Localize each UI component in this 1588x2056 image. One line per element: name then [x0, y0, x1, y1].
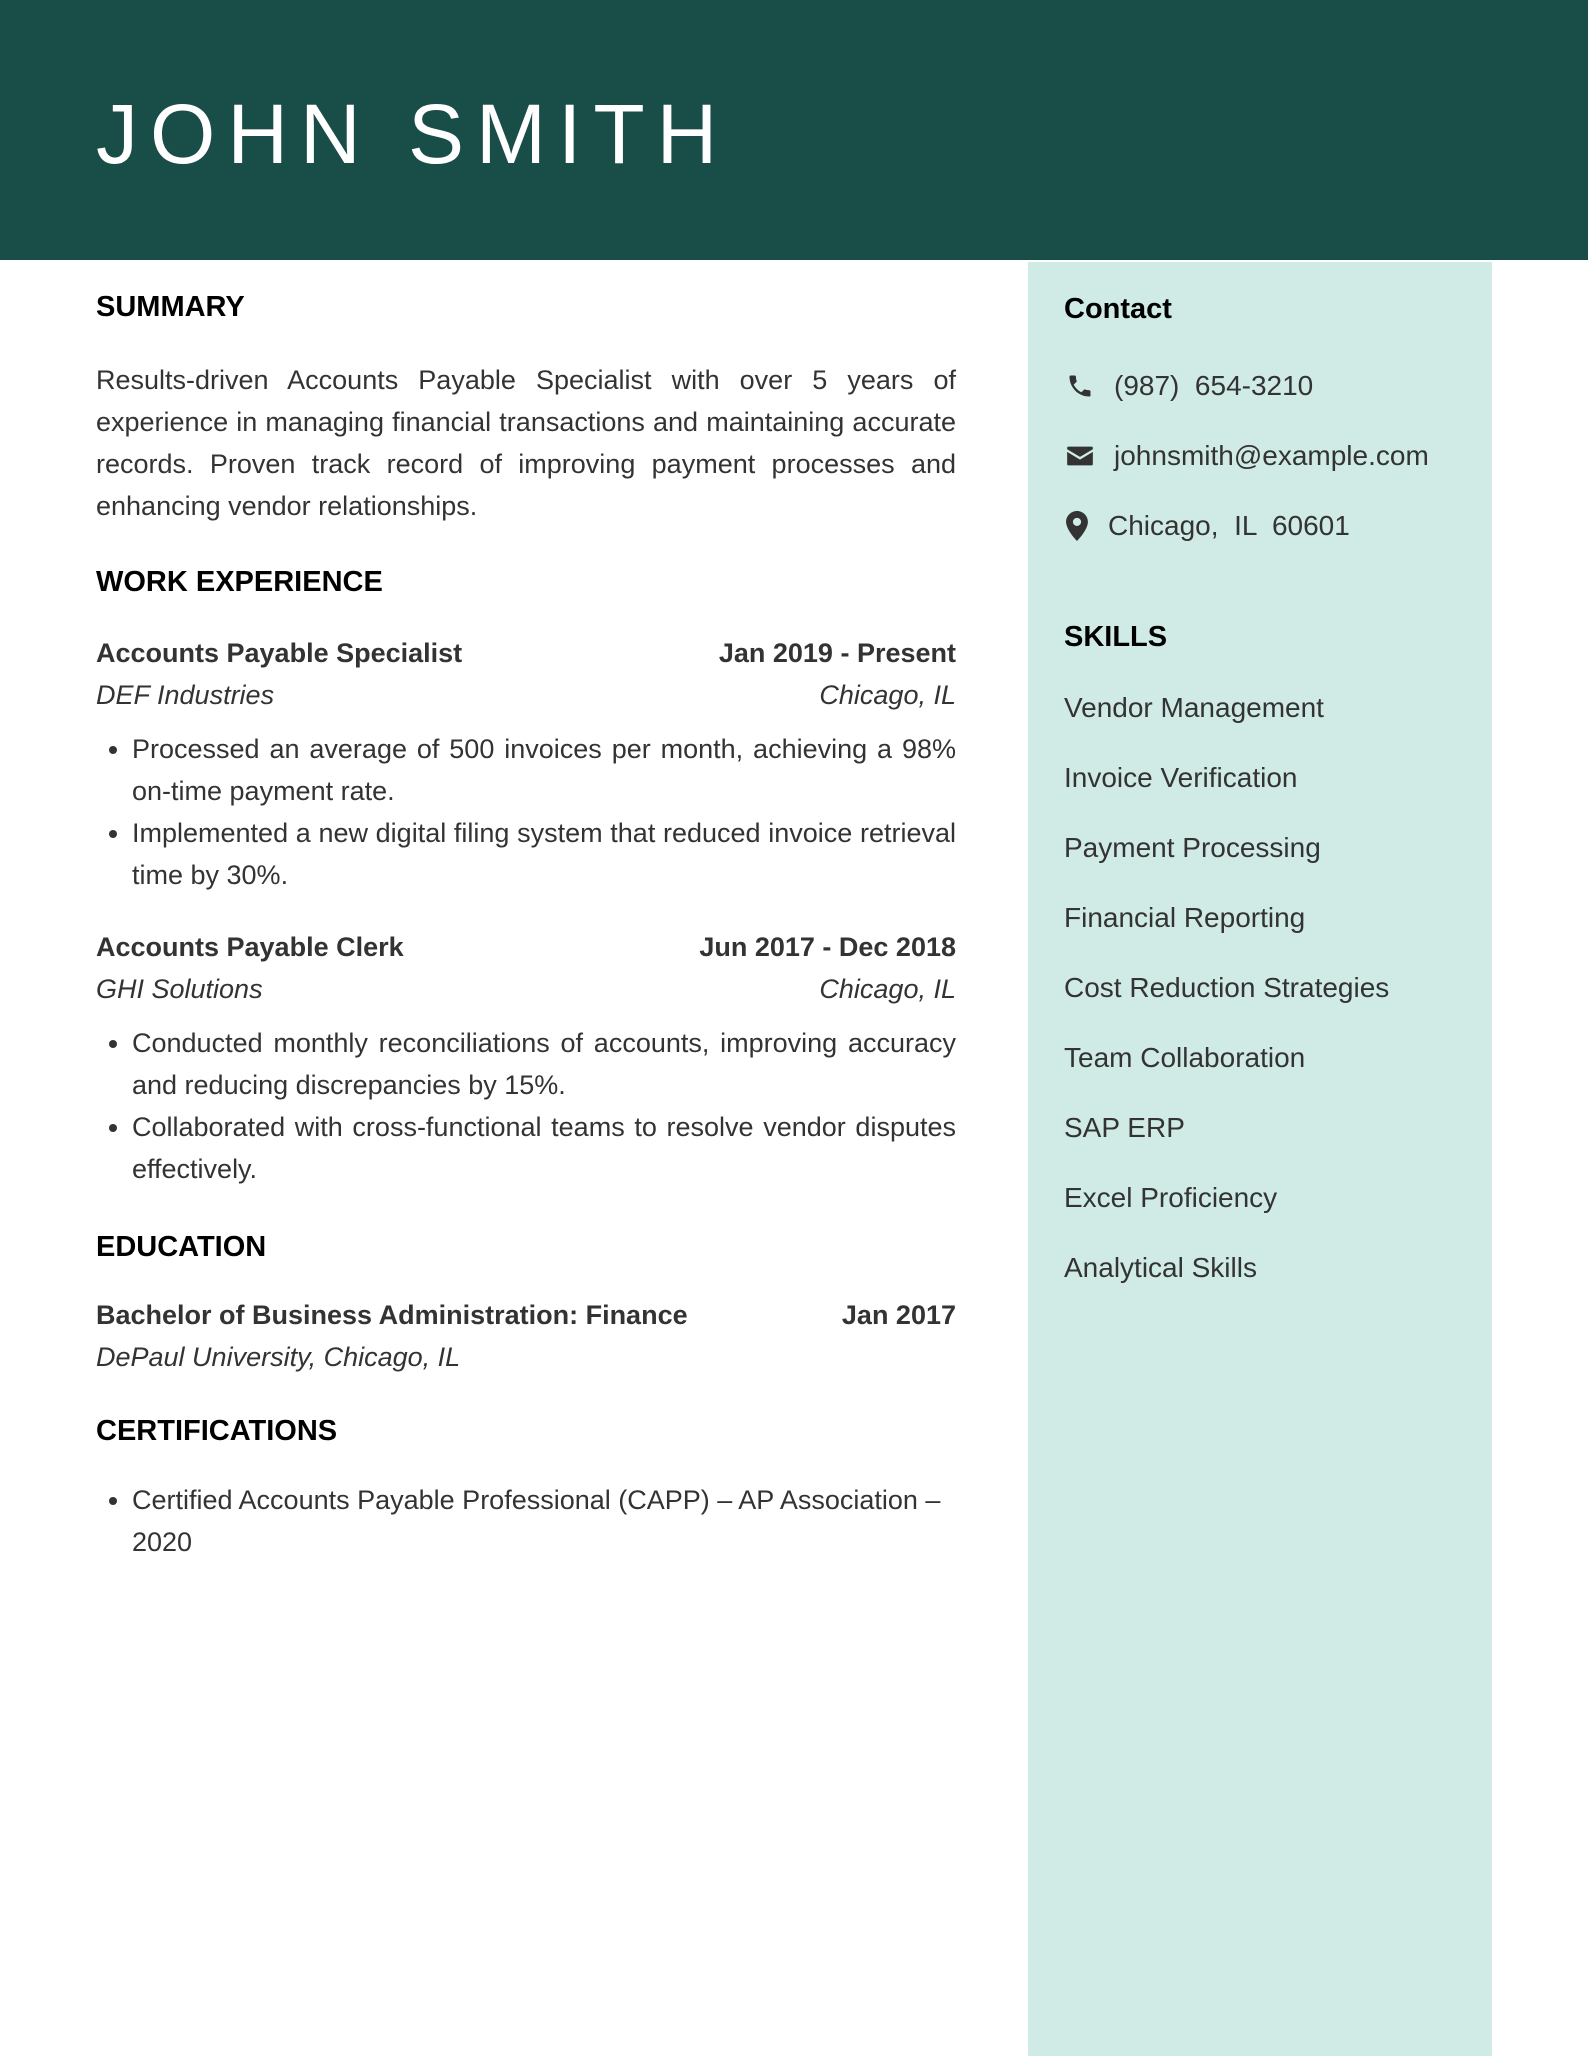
job-bullets	[96, 1022, 956, 1190]
summary-section	[96, 290, 956, 527]
certification-item: • Certified Accounts Payable Professional (CAPP) – AP Association – 2020	[132, 1479, 956, 1563]
education-section	[96, 1230, 956, 1379]
skill-item: Excel Proficiency	[1064, 1182, 1278, 1213]
skill-item: Financial Reporting	[1064, 902, 1306, 933]
work-experience-section	[96, 565, 956, 1190]
job-bullets	[96, 728, 956, 896]
bullet-item: • Implemented a new digital filing system that reduced invoice retrieval time by 30%.	[132, 812, 956, 896]
school-name: DePaul University, Chicago, IL	[96, 1342, 461, 1373]
location-text: Chicago, IL 60601	[1108, 510, 1350, 541]
contact-location	[1064, 510, 1350, 542]
job-company: DEF Industries	[96, 679, 275, 710]
resume-name: JOHN SMITH	[96, 87, 730, 181]
map-marker-icon	[1064, 510, 1090, 542]
job-location: Chicago, IL	[819, 973, 956, 1004]
skills-title: SKILLS	[1064, 621, 1168, 653]
contact-email	[1064, 440, 1429, 472]
degree-date: Jan 2017	[841, 1300, 956, 1331]
job-title: Accounts Payable Clerk	[96, 931, 404, 962]
certifications-title: CERTIFICATIONS	[96, 1415, 338, 1448]
sidebar	[1028, 262, 1492, 2056]
summary-text: Results-driven Accounts Payable Specialist with over 5 years of experience in managing financial transactions and maintaining accurate records. Proven track record of improving payment processes and enhancing vendor relationships.	[96, 364, 956, 521]
work-experience-title: WORK EXPERIENCE	[96, 565, 383, 598]
phone-text: (987) 654-3210	[1114, 370, 1314, 401]
email-text: johnsmith@example.com	[1114, 440, 1429, 471]
envelope-icon	[1064, 440, 1096, 472]
phone-icon	[1064, 370, 1096, 402]
skill-item: Analytical Skills	[1064, 1252, 1257, 1283]
bullet-item: • Conducted monthly reconciliations of accounts, improving accuracy and reducing discrepancies by 15%.	[132, 1022, 956, 1106]
job-dates: Jun 2017 - Dec 2018	[699, 931, 956, 962]
certifications-list	[96, 1479, 956, 1563]
contact-title: Contact	[1064, 293, 1172, 325]
skill-item: Payment Processing	[1064, 832, 1321, 863]
education-title: EDUCATION	[96, 1230, 267, 1263]
skill-item: SAP ERP	[1064, 1112, 1185, 1143]
main-column	[96, 290, 956, 1563]
job-title: Accounts Payable Specialist	[96, 637, 463, 668]
bullet-item: • Collaborated with cross-functional teams to resolve vendor disputes effectively.	[132, 1106, 956, 1190]
skill-item: Team Collaboration	[1064, 1042, 1306, 1073]
job-dates: Jan 2019 - Present	[718, 637, 956, 668]
header-banner	[0, 0, 1588, 260]
job-company: GHI Solutions	[96, 973, 263, 1004]
skill-item: Cost Reduction Strategies	[1064, 972, 1390, 1003]
certifications-section	[96, 1414, 956, 1563]
job-entry	[96, 926, 956, 1190]
bullet-item: • Processed an average of 500 invoices per month, achieving a 98% on-time payment rate.	[132, 728, 956, 812]
job-location: Chicago, IL	[819, 679, 956, 710]
summary-title: SUMMARY	[96, 291, 245, 323]
skill-item: Invoice Verification	[1064, 762, 1298, 793]
skill-item: Vendor Management	[1064, 692, 1324, 723]
contact-phone	[1064, 370, 1313, 402]
degree-title: Bachelor of Business Administration: Finance	[96, 1300, 688, 1331]
job-entry	[96, 632, 956, 896]
